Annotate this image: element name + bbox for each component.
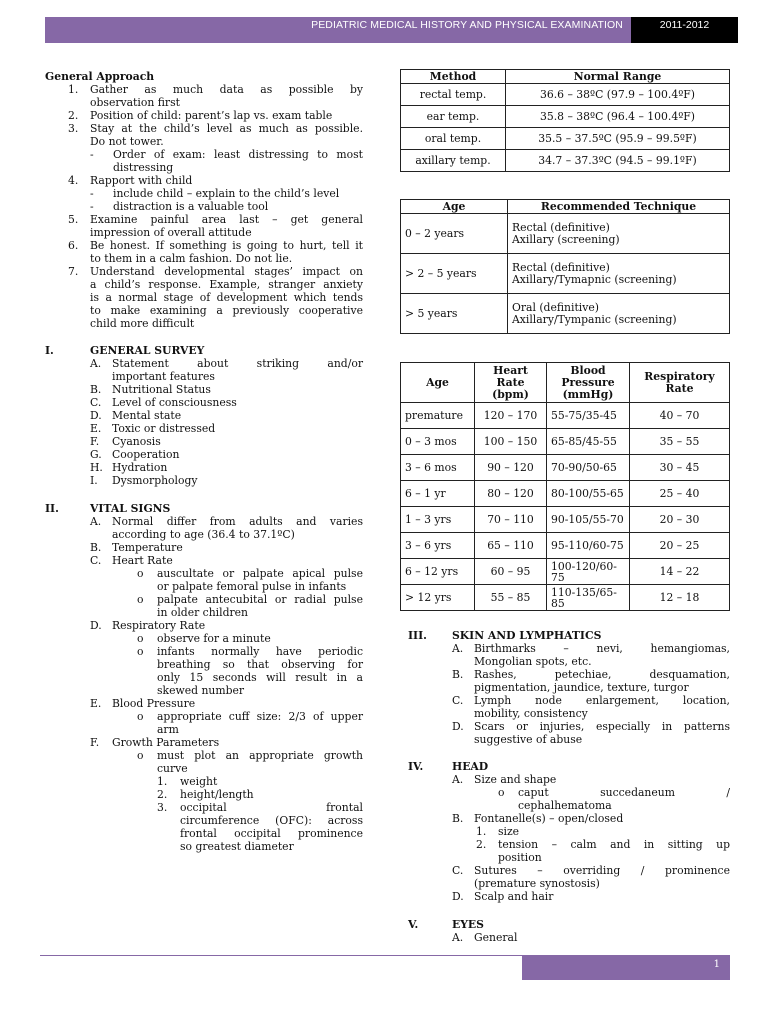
list-marker: - [90,148,94,161]
list-line: Toxic or distressed [112,422,216,435]
table-header: Age [401,200,508,214]
list-line: to them in a calm fashion. Do not lie. [90,252,293,265]
list-line: Position of child: parent’s lap vs. exam table [90,109,333,122]
list-line: tension – calm and in sitting up [498,838,730,851]
list-line: curve [157,762,188,775]
list-marker: 3. [68,122,79,135]
list-marker: o [137,593,144,606]
technique-line: Oral (definitive) [512,300,599,314]
list-line: Respiratory Rate [112,619,206,632]
page-title: PEDIATRIC MEDICAL HISTORY AND PHYSICAL EXAMINATION [311,19,623,31]
list-line: Blood Pressure [112,697,196,710]
list-item [45,409,363,422]
list-item [45,697,363,710]
list-item [45,265,363,330]
list-line: Rapport with child [90,174,193,187]
section-heading: HEAD [452,760,489,773]
list-line: a child’s response. Example, stranger anxiety [90,278,363,291]
list-line: position [498,851,542,864]
table-cell: 34.7 – 37.3ºC (94.5 – 99.1ºF) [506,150,730,172]
table-cell: 3 – 6 mos [401,455,475,481]
vital-signs-list [45,515,363,853]
list-line: caput succedaneum / [518,786,730,799]
list-marker: 6. [68,239,79,252]
list-marker: o [137,632,144,645]
table-row [401,294,730,334]
list-line: frontal occipital prominence [180,827,363,840]
table-cell: 20 – 30 [630,507,730,533]
table-cell: oral temp. [401,128,506,150]
list-line: Gather as much data as possible by [90,83,363,96]
table-header: Normal Range [506,70,730,84]
table-cell: 60 – 95 [475,559,547,585]
list-item [45,148,363,174]
table-row [401,106,730,128]
list-line: Temperature [112,541,183,554]
list-line: important features [112,370,215,383]
list-item [408,694,730,720]
year-badge: 2011-2012 [631,17,738,43]
section-heading: EYES [452,918,484,931]
list-line: child more difficult [90,317,195,330]
list-marker: 4. [68,174,79,187]
list-line: Mental state [112,409,182,422]
list-marker: o [137,710,144,723]
table-cell: 20 – 25 [630,533,730,559]
list-marker: A. [452,773,464,786]
table-row [401,214,730,254]
list-line: according to age (36.4 to 37.1ºC) [112,528,295,541]
list-item [45,187,363,200]
list-item [45,736,363,749]
technique-line: Axillary/Tympanic (screening) [512,312,677,326]
table-cell: 12 – 18 [630,585,730,611]
section-heading: GENERAL SURVEY [90,344,205,357]
list-item [45,619,363,632]
list-marker: C. [90,396,102,409]
list-item [45,109,363,122]
list-line: mobility, consistency [474,707,588,720]
table-cell: 0 – 2 years [401,214,508,254]
list-marker: C. [90,554,102,567]
list-marker: B. [90,383,102,396]
list-line: Cooperation [112,448,180,461]
table-cell [508,214,730,254]
list-item [45,396,363,409]
list-item [45,461,363,474]
list-line: distraction is a valuable tool [113,200,269,213]
list-item [408,825,730,838]
list-line: so greatest diameter [180,840,294,853]
list-marker: B. [452,668,464,681]
table-cell: 6 – 12 yrs [401,559,475,585]
list-item [45,645,363,697]
list-item [45,83,363,109]
list-item [45,422,363,435]
list-marker: E. [90,422,102,435]
list-line: Fontanelle(s) – open/closed [474,812,624,825]
list-line: is a normal stage of development which tends [90,291,363,304]
table-cell: 80-100/55-65 [547,481,630,507]
table-header: Method [401,70,506,84]
table-header: Recommended Technique [508,200,730,214]
list-item [45,357,363,383]
table-cell: 25 – 40 [630,481,730,507]
table-cell: 14 – 22 [630,559,730,585]
list-line: breathing so that observing for [157,658,363,671]
table-cell: 55 – 85 [475,585,547,611]
list-line: circumference (OFC): across [180,814,363,827]
table-cell: 100 – 150 [475,429,547,455]
table-header: Heart Rate (bpm) [475,363,547,403]
list-marker: F. [90,736,100,749]
table-cell: ear temp. [401,106,506,128]
section-heading: SKIN AND LYMPHATICS [452,629,602,642]
general-approach-section [45,70,363,330]
section-number: III. [408,629,427,642]
list-marker: o [137,567,144,580]
list-marker: G. [90,448,102,461]
table-cell: 110-135/65-85 [547,585,630,611]
table-header: Age [401,363,475,403]
list-line: Scars or injuries, especially in patterns [474,720,730,733]
list-line: weight [180,775,218,788]
table-row [401,507,730,533]
list-item [45,213,363,239]
list-marker: F. [90,435,100,448]
list-line: or palpate femoral pulse in infants [157,580,347,593]
section-heading: VITAL SIGNS [90,502,171,515]
head-list [408,773,730,903]
list-item [408,642,730,668]
table-row [401,455,730,481]
list-marker: A. [90,357,102,370]
list-line: Hydration [112,461,168,474]
section-heading: General Approach [45,70,155,83]
list-line: observation first [90,96,180,109]
table-cell: 120 – 170 [475,403,547,429]
general-survey-list [45,357,363,487]
list-item [45,554,363,567]
skin-section [408,629,730,746]
list-line: Stay at the child’s level as much as possible. [90,122,363,135]
list-item [408,786,730,812]
list-line: Be honest. If something is going to hurt, tell it [90,239,363,252]
list-line: General [474,931,518,944]
list-marker: 1. [476,825,487,838]
list-marker: o [137,749,144,762]
technique-line: Rectal (definitive) [512,260,610,274]
table-cell: 35.5 – 37.5ºC (95.9 – 99.5ºF) [506,128,730,150]
table-cell: > 2 – 5 years [401,254,508,294]
list-line: Lymph node enlargement, location, [474,694,730,707]
table-row [401,429,730,455]
table-cell: rectal temp. [401,84,506,106]
list-marker: C. [452,864,464,877]
list-item [408,720,730,746]
list-item [45,515,363,541]
technique-line: Axillary (screening) [512,232,620,246]
list-line: suggestive of abuse [474,733,583,746]
table-cell: > 12 yrs [401,585,475,611]
table-cell: > 5 years [401,294,508,334]
list-line: Birthmarks – nevi, hemangiomas, [474,642,730,655]
list-marker: B. [90,541,102,554]
table-cell: 35.8 – 38ºC (96.4 – 100.4ºF) [506,106,730,128]
list-line: Order of exam: least distressing to most [113,148,363,161]
general-approach-list [45,83,363,330]
table-cell: 30 – 45 [630,455,730,481]
table-row [401,481,730,507]
table-cell: 1 – 3 yrs [401,507,475,533]
list-marker: 5. [68,213,79,226]
list-line: distressing [113,161,174,174]
table-cell: 70-90/50-65 [547,455,630,481]
list-line: Growth Parameters [112,736,220,749]
list-marker: D. [90,619,102,632]
list-line: impression of overall attitude [90,226,252,239]
list-line: only 15 seconds will result in a [157,671,363,684]
table-cell: 100-120/60-75 [547,559,630,585]
list-item [45,788,363,801]
list-line: Cyanosis [112,435,161,448]
table-header: Respiratory Rate [630,363,730,403]
list-line: Statement about striking and/or [112,357,363,370]
list-line: infants normally have periodic [157,645,363,658]
list-marker: A. [90,515,102,528]
list-line: Level of consciousness [112,396,237,409]
section-number: I. [45,344,54,357]
list-marker: A. [452,931,464,944]
list-item [45,435,363,448]
list-marker: 3. [157,801,168,814]
list-line: size [498,825,520,838]
list-line: Examine painful area last – get general [90,213,363,226]
table-cell: 35 – 55 [630,429,730,455]
list-item [408,773,730,786]
vitals-by-age-table [400,362,730,611]
section-number: IV. [408,760,424,773]
list-line: Rashes, petechiae, desquamation, [474,668,730,681]
technique-line: Axillary/Tymapnic (screening) [512,272,677,286]
temperature-table [400,69,730,172]
table-cell [508,254,730,294]
technique-line: Rectal (definitive) [512,220,610,234]
list-line: observe for a minute [157,632,271,645]
list-item [45,383,363,396]
table-cell: 55-75/35-45 [547,403,630,429]
table-cell: 95-110/60-75 [547,533,630,559]
list-item [45,801,363,853]
section-number: II. [45,502,59,515]
table-cell: 70 – 110 [475,507,547,533]
list-marker: I. [90,474,98,487]
list-item [45,541,363,554]
table-cell: axillary temp. [401,150,506,172]
eyes-section [408,918,730,944]
list-item [45,474,363,487]
list-line: must plot an appropriate growth [157,749,363,762]
list-marker: o [137,645,144,658]
list-marker: 1. [157,775,168,788]
list-line: Normal differ from adults and varies [112,515,363,528]
list-marker: E. [90,697,102,710]
list-item [408,931,730,944]
list-line: include child – explain to the child’s level [113,187,340,200]
list-marker: o [498,786,505,799]
list-marker: A. [452,642,464,655]
table-cell: 36.6 – 38ºC (97.9 – 100.4ºF) [506,84,730,106]
list-item [45,710,363,736]
table-cell [508,294,730,334]
list-marker: H. [90,461,103,474]
table-row [401,533,730,559]
list-item [408,812,730,825]
list-line: occipital frontal [180,801,363,814]
table-cell: 90-105/55-70 [547,507,630,533]
list-marker: - [90,200,94,213]
list-line: Size and shape [474,773,557,786]
list-item [45,749,363,775]
list-line: Understand developmental stages’ impact on [90,265,363,278]
list-line: arm [157,723,179,736]
list-item [408,864,730,890]
head-section [408,760,730,903]
list-line: auscultate or palpate apical pulse [157,567,363,580]
list-line: (premature synostosis) [474,877,600,890]
list-line: Dysmorphology [112,474,198,487]
table-cell: 0 – 3 mos [401,429,475,455]
list-line: pigmentation, jaundice, texture, turgor [474,681,689,694]
list-item [45,239,363,265]
list-item [408,668,730,694]
table-cell: 6 – 1 yr [401,481,475,507]
list-line: Nutritional Status [112,383,211,396]
list-line: Sutures – overriding / prominence [474,864,730,877]
list-line: height/length [180,788,254,801]
list-marker: C. [452,694,464,707]
list-item [408,890,730,903]
list-line: Do not tower. [90,135,164,148]
list-item [408,838,730,864]
list-marker: - [90,187,94,200]
list-item [45,448,363,461]
table-cell: 3 – 6 yrs [401,533,475,559]
table-cell: 80 – 120 [475,481,547,507]
list-marker: D. [452,720,464,733]
section-number: V. [408,918,419,931]
table-cell: 90 – 120 [475,455,547,481]
page-number: 1 [522,955,730,980]
table-row [401,150,730,172]
list-line: Scalp and hair [474,890,554,903]
list-item [45,632,363,645]
table-row [401,254,730,294]
list-item [45,567,363,593]
list-marker: 1. [68,83,79,96]
technique-table [400,199,730,334]
list-item [45,775,363,788]
table-row [401,84,730,106]
list-line: to make examining a previously cooperative [90,304,363,317]
list-marker: 2. [157,788,168,801]
list-line: Heart Rate [112,554,173,567]
list-line: appropriate cuff size: 2/3 of upper [157,710,363,723]
vital-signs-section [45,502,363,853]
list-line: skewed number [157,684,245,697]
list-marker: D. [452,890,464,903]
list-marker: 7. [68,265,79,278]
table-header: Blood Pressure (mmHg) [547,363,630,403]
skin-list [408,642,730,746]
list-line: in older children [157,606,249,619]
list-line: palpate antecubital or radial pulse [157,593,363,606]
table-cell: 40 – 70 [630,403,730,429]
list-item [45,593,363,619]
general-survey-section [45,344,363,487]
list-item [45,174,363,187]
list-marker: 2. [476,838,487,851]
list-marker: D. [90,409,102,422]
table-row [401,559,730,585]
eyes-list [408,931,730,944]
list-item [45,122,363,148]
table-cell: 65-85/45-55 [547,429,630,455]
table-row [401,585,730,611]
list-marker: 2. [68,109,79,122]
table-row [401,403,730,429]
list-item [45,200,363,213]
list-marker: B. [452,812,464,825]
list-line: cephalhematoma [518,799,612,812]
list-line: Mongolian spots, etc. [474,655,592,668]
table-cell: 65 – 110 [475,533,547,559]
table-row [401,128,730,150]
table-cell: premature [401,403,475,429]
